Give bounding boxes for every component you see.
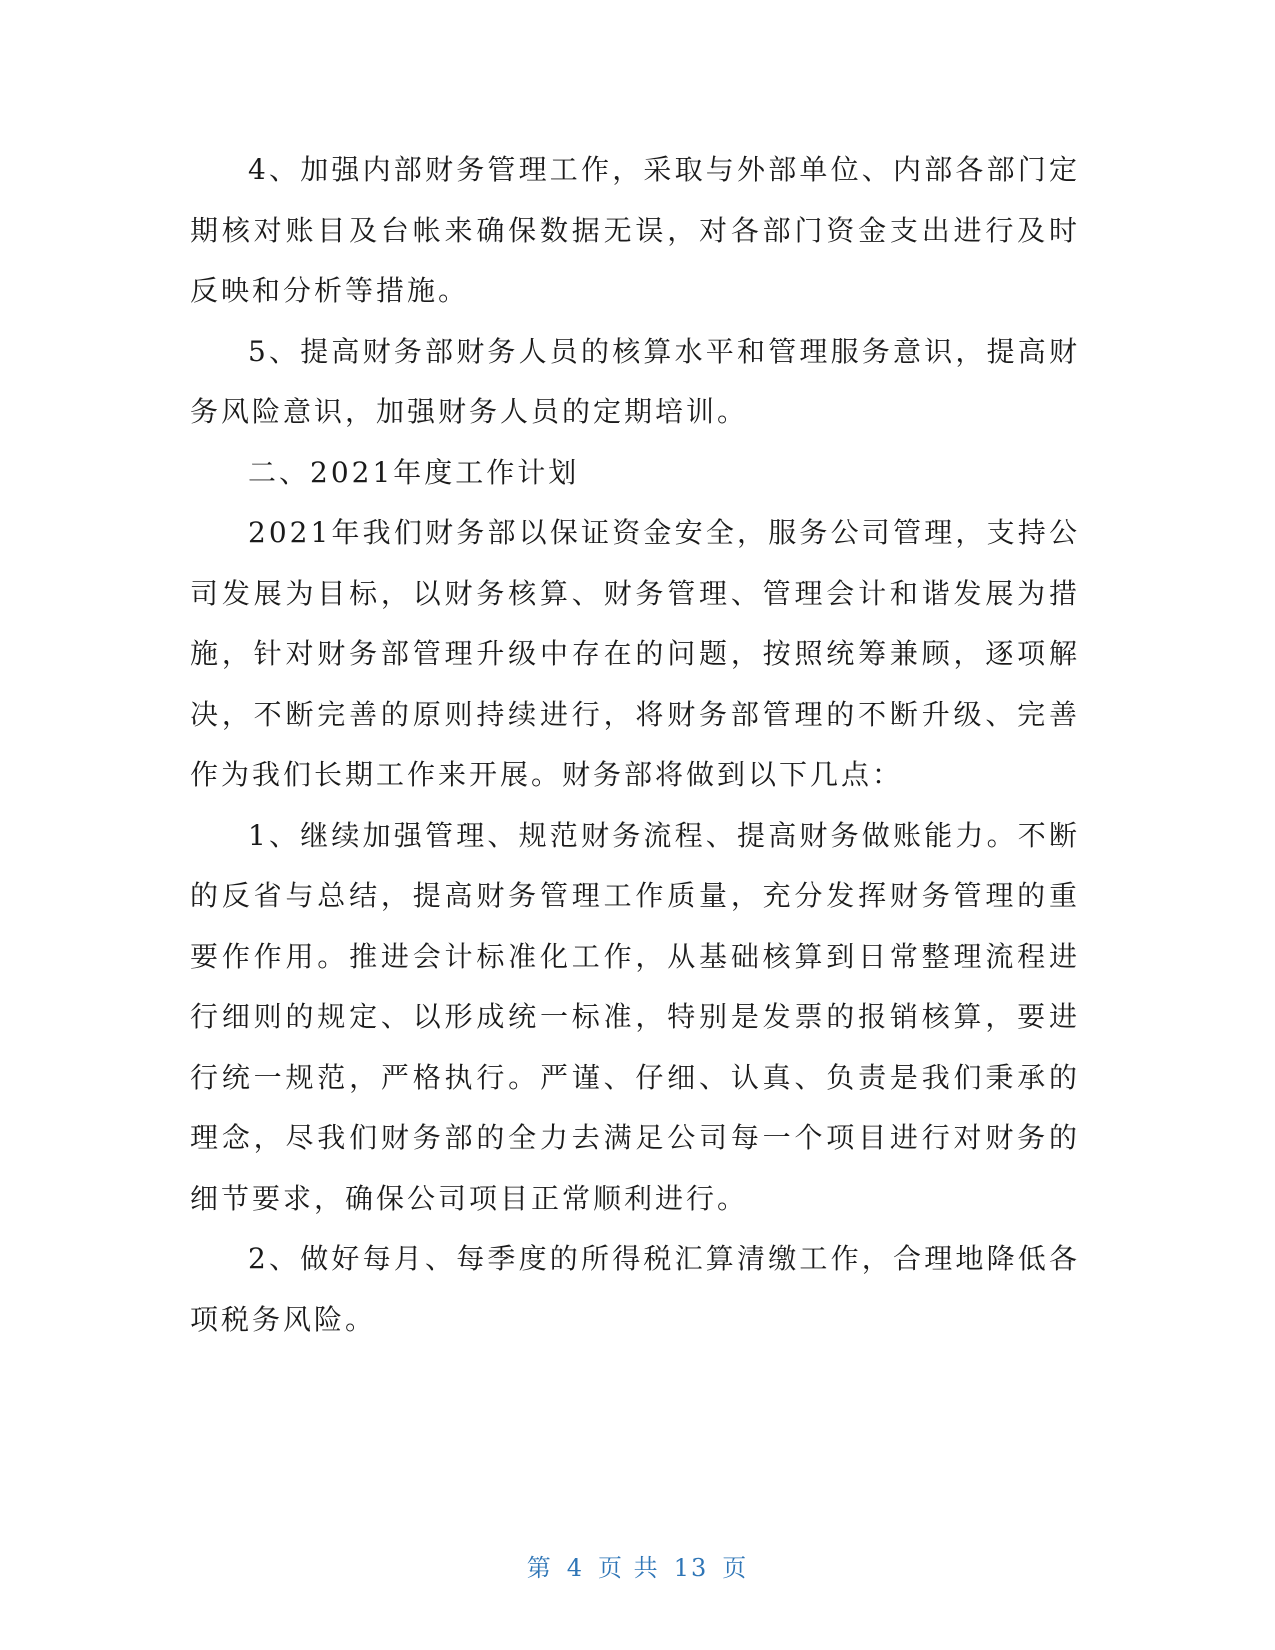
paragraph-item-4: 4、加强内部财务管理工作，采取与外部单位、内部各部门定期核对账目及台帐来确保数据无误，对各部门资金支出进行及时反映和分析等措施。 <box>190 153 1080 307</box>
section-heading-2021-plan: 二、2021年度工作计划 <box>248 455 580 489</box>
footer-prefix: 第 <box>526 1554 553 1582</box>
footer-total-pages: 13 <box>673 1554 709 1582</box>
footer-suffix: 页 <box>722 1554 749 1582</box>
document-body <box>190 140 1080 1350</box>
footer-middle: 页 共 <box>598 1554 660 1582</box>
paragraph-plan-item-2: 2、做好每月、每季度的所得税汇算清缴工作，合理地降低各项税务风险。 <box>190 1242 1080 1336</box>
page-footer <box>0 1548 1275 1583</box>
paragraph-item-5: 5、提高财务部财务人员的核算水平和管理服务意识，提高财务风险意识，加强财务人员的定期培训。 <box>190 334 1080 428</box>
paragraph-plan-intro: 2021年我们财务部以保证资金安全，服务公司管理，支持公司发展为目标，以财务核算、财务管理、管理会计和谐发展为措施，针对财务部管理升级中存在的问题，按照统筹兼顾，逐项解决，不断完善的原则持续进行，将财务部管理的不断升级、完善作为我们长期工作来开展。财务部将做到以下几点： <box>190 516 1080 791</box>
paragraph-plan-item-1: 1、继续加强管理、规范财务流程、提高财务做账能力。不断的反省与总结，提高财务管理工作质量，充分发挥财务管理的重要作作用。推进会计标准化工作，从基础核算到日常整理流程进行细则的规定、以形成统一标准，特别是发票的报销核算，要进行统一规范，严格执行。严谨、仔细、认真、负责是我们秉承的理念，尽我们财务部的全力去满足公司每一个项目进行对财务的细节要求，确保公司项目正常顺利进行。 <box>190 818 1080 1215</box>
footer-current-page: 4 <box>566 1554 585 1582</box>
